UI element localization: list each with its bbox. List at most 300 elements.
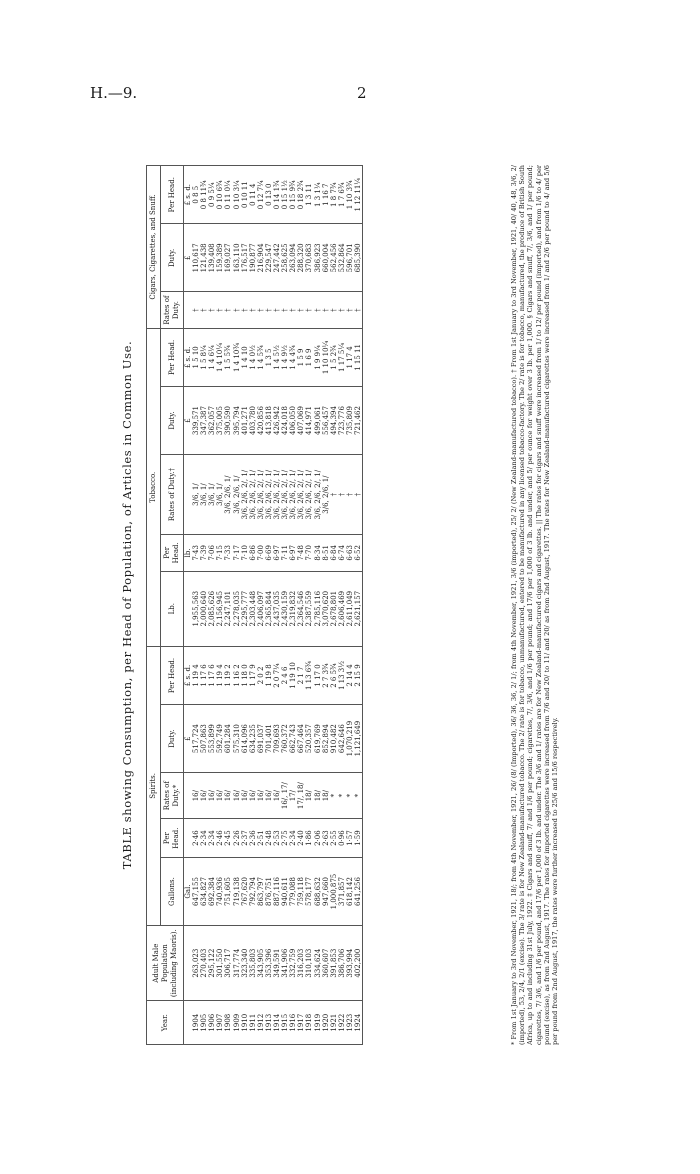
consumption-table [146,165,363,1045]
cell-sduty: 691,037 [257,705,265,773]
cell-gal: 641,256 [354,858,363,926]
table-row [224,166,232,1045]
cell-cph: 0 8 11¾ [200,166,208,224]
cell-trate: 3/6, 2/6, 2/, 1/ [257,455,265,535]
page-number: 2 [357,84,367,102]
cell-gal: 688,632 [314,858,322,926]
cell-sduty: 1,070,219 [346,705,354,773]
cell-trate: 3/6, 2/6, 2/, 1/ [265,455,273,535]
cell-year: 1916 [289,1001,297,1045]
cell-sduty: 634,235 [249,705,257,773]
cell-cph: 0 10 6¾ [216,166,224,224]
cell-tph: 1 10 10¼ [322,328,330,386]
cell-srate: 17/, 18/ [297,773,305,819]
cell-tph: 1 4 5½ [273,328,281,386]
table-row [233,166,241,1045]
cell-sph: 1 17 0 [314,646,322,704]
cell-pop: 310,103 [305,926,313,1001]
table-row [241,166,249,1045]
cell-pop: 360,607 [322,926,330,1001]
cell-tph: 1 4 10 [241,328,249,386]
cell-lbph: 6·97 [273,535,281,571]
col-tobacco-per-head: Per Head. [161,535,184,571]
cell-cduty: 258,625 [281,224,289,292]
cell-cph: 1 3 11 [305,166,313,224]
cell-sduty: 614,096 [241,705,249,773]
table-row [273,166,281,1045]
cell-year: 1917 [297,1001,305,1045]
cell-tph: 1 4 6¼ [208,328,216,386]
cell-pop: 386,706 [338,926,346,1001]
table-row [322,166,330,1045]
cell-trate: 3/6, 2/6, 1/ [322,455,330,535]
cell-sduty: 601,284 [224,705,232,773]
cell-gal: 759,118 [297,858,305,926]
cell-sduty: 1,121,649 [354,705,363,773]
cell-srate: 16/ [249,773,257,819]
cell-gal: 692,384 [208,858,216,926]
cell-gph: 2·46 [216,819,224,858]
cell-pop: 301,550 [216,926,224,1001]
cell-tduty: 390,590 [224,387,232,455]
col-tobacco-rates: Rates of Duty.† [161,455,184,535]
cell-crate: † [330,292,338,328]
col-tobacco-per-head-money: Per Head. [161,328,184,386]
col-tobacco-duty: Duty. [161,387,184,455]
cell-lb: 2,678,801 [330,571,338,646]
group-tobacco: Tobacco. [147,328,161,646]
cell-sph: 1 19 4 [192,646,200,704]
cell-trate: 3/6, 2/6, 2/, 1/ [241,455,249,535]
table-footnote: * From 1st January to 3rd November, 1921, 18/; from 4th November, 1921, 26/ (8/ (Imported), 36/ 36, 36, 2/ 1/; from 4th November, 1921, 3/6 (imported), 25/ 2/ (New Zealand-manufactured tobacco). † From 1st January to 3rd November, 1921, 40/ 40, 48, 3/6, 2/ (imported), 53, 2/4, 2/1 (excise). The 3/ rate is for New Zealand-manufactured tobacco. The 2/ rate is for tobacco, unmanufactured, entered to be manufactured in any licensed tobacco-factory. The 2/ rate is for tobacco, manufactured, the produce of British South Africa, up to and including 31st July, 1922. ‡ Cigars and snuff, 7/ and 1/6 per pound; cigarettes, 7/, 3/6, and 1/6 per pound; and 17/6 per 1,000 of 3 lb. and under, and 5/ per ounce for weight over 3 lb. per 1,000. § Cigars and snuff, 7/, 3/6, and 1/ per pound; cigarettes, 7/ 3/6, and 1/6 per pound, and 17/6 per 1,000 of 3 lb. and under. The 3/6 and 1/ rates are for New Zealand-manufactured cigars and cigarettes. || The rates for cigars and snuff were increased from 1/ to 12/ per pound (imported), and from 1/6 to 4/ per pound (excise), as from 2nd August, 1917. The rates for imported cigarettes were increased from 7/6 and 20/ to 11/ and 20/ as from 2nd August, 1917. The rates for New Zealand-manufactured cigarettes were increased from 1/ and 2/6 per pound to 4/ and 5/6 per pound from 2nd August, 1917, the rates were further increased to 25/6 and 15/6 respectively. [510,165,560,1045]
cell-cph: 0 10 11 [241,166,249,224]
cell-sph: 1 13 6¾ [305,646,313,704]
cell-lb: 2,247,101 [224,571,232,646]
cell-cduty: 562,456 [330,224,338,292]
cell-gal: 371,857 [338,858,346,926]
cell-srate: 18/ [322,773,330,819]
unit-gallons: Gal. [184,858,193,926]
cell-crate: † [314,292,322,328]
cell-gal: 767,620 [241,858,249,926]
cell-year: 1908 [224,1001,232,1045]
cell-sph: 2 0 7¼ [273,646,281,704]
cell-sph: 1 16 2 [233,646,241,704]
cell-cduty: 288,320 [297,224,305,292]
unit-cigars-lsd: £ s. d. [184,166,193,224]
cell-tduty: 403,780 [249,387,257,455]
cell-lbph: 7·15 [216,535,224,571]
cell-sph: 2 4 6 [281,646,289,704]
cell-tph: 1 4 10¼ [216,328,224,386]
table-row [314,166,322,1045]
cell-year: 1924 [354,1001,363,1045]
cell-tduty: 362,057 [208,387,216,455]
col-cigars-per-head: Per Head. [161,166,184,224]
cell-lbph: 6·84 [330,535,338,571]
cell-year: 1921 [330,1001,338,1045]
cell-year: 1915 [281,1001,289,1045]
cell-gph: 2·40 [297,819,305,858]
cell-crate: † [233,292,241,328]
cell-gph: 2·46 [192,819,200,858]
cell-year: 1923 [346,1001,354,1045]
cell-gal: 740,936 [216,858,224,926]
table-row [346,166,354,1045]
cell-cph: 0 10 3¼ [233,166,241,224]
cell-sph: 1 19 8 [265,646,273,704]
cell-tph: 1 4 0½ [249,328,257,386]
cell-year: 1907 [216,1001,224,1045]
cell-srate: 17/ [289,773,297,819]
cell-tduty: 413,818 [265,387,273,455]
cell-crate: † [354,292,363,328]
cell-cph: 0 11 0¼ [224,166,232,224]
cell-year: 1911 [249,1001,257,1045]
cell-cph: 0 13 0 [265,166,273,224]
cell-cph: 0 15 9¾ [289,166,297,224]
unit-tobacco-lb: lb. [184,535,193,571]
cell-crate: † [257,292,265,328]
cell-crate: † [297,292,305,328]
cell-trate: 3/6, 1/ [200,455,208,535]
cell-cph: 0 9 5¼ [208,166,216,224]
cell-lbph: 7·11 [281,535,289,571]
col-spirits-rates: Rates of Duty.* [161,773,184,819]
cell-lb: 2,387,559 [305,571,313,646]
cell-lbph: 6·86 [249,535,257,571]
cell-tph: 1 9 9¼ [314,328,322,386]
cell-pop: 323,340 [241,926,249,1001]
cell-cduty: 660,004 [322,224,330,292]
cell-tph: 1 5 8¼ [200,328,208,386]
cell-gph: 2·53 [273,819,281,858]
cell-gal: 940,611 [281,858,289,926]
cell-lb: 2,364,546 [297,571,305,646]
cell-pop: 334,624 [314,926,322,1001]
cell-tduty: 426,942 [273,387,281,455]
cell-gph: 2·51 [257,819,265,858]
cell-cph: 0 12 7¼ [257,166,265,224]
col-spirits-per-head: Per Head. [161,819,184,858]
cell-lb: 2,303,448 [249,571,257,646]
cell-lbph: 7·43 [192,535,200,571]
cell-crate: † [281,292,289,328]
cell-year: 1918 [305,1001,313,1045]
table-row [192,166,200,1045]
cell-tph: 1 17 5¼ [338,328,346,386]
cell-cduty: 176,517 [241,224,249,292]
cell-tduty: 406,050 [289,387,297,455]
cell-sduty: 667,464 [297,705,305,773]
cell-trate: 3/6, 1/ [216,455,224,535]
document-code: H.—9. [90,84,138,102]
group-cigars: Cigars, Cigarettes, and Snuff. [147,166,161,329]
cell-srate: * [338,773,346,819]
cell-gph: 2·45 [224,819,232,858]
cell-cph: 1 8 7¾ [330,166,338,224]
cell-pop: 343,905 [257,926,265,1001]
cell-srate: * [354,773,363,819]
cell-pop: 341,906 [281,926,289,1001]
unit-tobacco-duty: £ [184,387,193,455]
cell-crate: † [305,292,313,328]
cell-sduty: 517,724 [192,705,200,773]
cell-tduty: 420,856 [257,387,265,455]
cell-pop: 295,122 [208,926,216,1001]
table-body [184,166,363,1045]
cell-gal: 876,751 [265,858,273,926]
cell-cduty: 190,877 [249,224,257,292]
cell-crate: † [216,292,224,328]
cell-sph: 1 17 6 [200,646,208,704]
table-row [330,166,338,1045]
cell-lb: 2,000,640 [200,571,208,646]
cell-cph: 1 7 6¾ [338,166,346,224]
cell-sph: 2 7 3¾ [322,646,330,704]
cell-pop: 263,023 [192,926,200,1001]
cell-gph: 2·55 [330,819,338,858]
cell-trate: † [346,455,354,535]
cell-pop: 335,803 [249,926,257,1001]
cell-tduty: 407,069 [297,387,305,455]
cell-cduty: 370,683 [305,224,313,292]
cell-gal: 887,116 [273,858,281,926]
cell-gph: 2·63 [322,819,330,858]
col-cigars-rates: Rates of Duty. [161,292,184,328]
table-row [265,166,273,1045]
unit-row [184,166,193,1045]
cell-lb: 2,430,159 [281,571,289,646]
cell-lbph: 7·10 [241,535,249,571]
cell-sduty: 507,863 [200,705,208,773]
cell-gal: 863,797 [257,858,265,926]
cell-lb: 2,156,945 [216,571,224,646]
cell-crate: † [200,292,208,328]
cell-cduty: 216,904 [257,224,265,292]
cell-trate: 3/6, 1/ [208,455,216,535]
cell-lb: 2,085,626 [208,571,216,646]
cell-gal: 1,000,875 [330,858,338,926]
col-population: Adult Male Population (including Maoris). [147,926,184,1001]
cell-lbph: 7·33 [224,535,232,571]
cell-trate: 3/6, 2/6, 2/, 1/ [297,455,305,535]
cell-crate: † [249,292,257,328]
cell-year: 1920 [322,1001,330,1045]
cell-crate: † [338,292,346,328]
cell-gph: 2·75 [281,819,289,858]
cell-crate: † [346,292,354,328]
cell-cduty: 685,390 [354,224,363,292]
cell-cduty: 247,442 [273,224,281,292]
cell-year: 1912 [257,1001,265,1045]
cell-crate: † [322,292,330,328]
cell-lbph: 6·97 [289,535,297,571]
col-spirits-duty: Duty. [161,705,184,773]
cell-trate: 3/6, 2/6, 1/ [233,455,241,535]
table-row [200,166,208,1045]
cell-gal: 578,177 [305,858,313,926]
cell-cph: 1 10 3¾ [346,166,354,224]
cell-tph: 1 4 10¾ [233,328,241,386]
cell-trate: 3/6, 2/6, 2/, 1/ [249,455,257,535]
cell-crate: † [289,292,297,328]
cell-sduty: 575,310 [233,705,241,773]
cell-crate: † [241,292,249,328]
cell-gal: 647,155 [192,858,200,926]
cell-gal: 779,088 [289,858,297,926]
cell-pop: 349,591 [273,926,281,1001]
cell-cduty: 159,389 [216,224,224,292]
cell-crate: † [208,292,216,328]
cell-tduty: 494,394 [330,387,338,455]
cell-cduty: 121,438 [200,224,208,292]
cell-gph: 2·06 [314,819,322,858]
table-row [289,166,297,1045]
table-row [216,166,224,1045]
col-spirits-per-head-money: Per Head. [161,646,184,704]
cell-tph: 1 3 5 [265,328,273,386]
unit-spirits-lsd: £ s. d. [184,646,193,704]
table-row [281,166,289,1045]
cell-year: 1905 [200,1001,208,1045]
cell-lbph: 7·48 [297,535,305,571]
cell-year: 1909 [233,1001,241,1045]
cell-sduty: 662,743 [289,705,297,773]
cell-lbph: 6·74 [338,535,346,571]
cell-srate: 16/ [200,773,208,819]
cell-sph: 2 14 4 [346,646,354,704]
cell-cduty: 386,923 [314,224,322,292]
cell-tduty: 556,457 [322,387,330,455]
cell-cduty: 263,094 [289,224,297,292]
cell-cduty: 163,110 [233,224,241,292]
cell-tph: 1 4 5¾ [257,328,265,386]
cell-cph: 1 12 11¼ [354,166,363,224]
cell-cph: 1 3 1¼ [314,166,322,224]
cell-tph: 1 5 2¾ [330,328,338,386]
table-row [297,166,305,1045]
cell-crate: † [192,292,200,328]
cell-trate: 3/6, 2/6, 2/, 1/ [273,455,281,535]
unit-spirits-duty: £ [184,705,193,773]
cell-srate: 16/ [208,773,216,819]
cell-trate: 3/6, 2/6, 2/, 1/ [281,455,289,535]
cell-trate: † [354,455,363,535]
cell-gal: 751,605 [224,858,232,926]
cell-pop: 317,774 [233,926,241,1001]
cell-sduty: 619,769 [314,705,322,773]
cell-srate: * [346,773,354,819]
cell-sduty: 760,372 [281,705,289,773]
cell-trate: 3/6, 2/6, 2/, 1/ [289,455,297,535]
cell-sph: 2 6 5¾ [330,646,338,704]
cell-cduty: 139,408 [208,224,216,292]
cell-cph: 1 16 7 [322,166,330,224]
cell-lb: 2,606,469 [338,571,346,646]
cell-tduty: 723,776 [338,387,346,455]
cell-lbph: 7·70 [305,535,313,571]
cell-pop: 391,853 [330,926,338,1001]
cell-lb: 2,406,097 [257,571,265,646]
cell-sduty: 709,693 [273,705,281,773]
col-year: Year. [147,1001,184,1045]
cell-srate: 16/ [273,773,281,819]
page-header [0,84,700,104]
cell-tduty: 395,794 [233,387,241,455]
cell-year: 1904 [192,1001,200,1045]
cell-lb: 2,611,049 [346,571,354,646]
cell-sph: 2 15 9 [354,646,363,704]
cell-trate: † [330,455,338,535]
cell-lb: 2,278,035 [233,571,241,646]
cell-year: 1914 [273,1001,281,1045]
cell-tduty: 424,018 [281,387,289,455]
cell-crate: † [224,292,232,328]
group-spirits: Spirits. [147,646,161,925]
cell-cduty: 110,617 [192,224,200,292]
cell-gph: 1·57 [346,819,354,858]
cell-cduty: 532,864 [338,224,346,292]
col-gallons: Gallons. [161,858,184,926]
cell-cph: 0 14 1¾ [273,166,281,224]
cell-gph: 2·37 [241,819,249,858]
cell-crate: † [265,292,273,328]
cell-lbph: 6·52 [354,535,363,571]
cell-tph: 1 5 5¾ [224,328,232,386]
cell-lbph: 6·63 [346,535,354,571]
cell-gal: 947,660 [322,858,330,926]
cell-pop: 306,717 [224,926,232,1001]
cell-cph: 0 11 4 [249,166,257,224]
cell-tph: 1 4 9½ [281,328,289,386]
rotated-table-region [120,165,590,1045]
table-row [257,166,265,1045]
table-row [249,166,257,1045]
cell-tduty: 375,005 [216,387,224,455]
cell-gph: 2·48 [265,819,273,858]
cell-sduty: 592,749 [216,705,224,773]
cell-sduty: 642,646 [338,705,346,773]
unit-tobacco-lsd: £ s. d. [184,328,193,386]
cell-srate: * [330,773,338,819]
cell-trate: 3/6, 2/6, 2/, 1/ [314,455,322,535]
cell-tph: 1 17 4 [346,328,354,386]
cell-trate: 3/6, 2/6, 1/ [224,455,232,535]
cell-srate: 16/ [265,773,273,819]
cell-sph: 2 0 2 [257,646,265,704]
col-cigars-duty: Duty. [161,224,184,292]
cell-cduty: 169,027 [224,224,232,292]
cell-gph: 2·26 [233,819,241,858]
cell-tduty: 401,271 [241,387,249,455]
cell-tph: 1 5 10 [192,328,200,386]
cell-lb: 2,437,035 [273,571,281,646]
cell-pop: 353,396 [265,926,273,1001]
cell-trate: † [338,455,346,535]
cell-gph: 2·34 [208,819,216,858]
cell-srate: 16/ [241,773,249,819]
cell-gph: 2·34 [200,819,208,858]
table-row [354,166,363,1045]
cell-crate: † [273,292,281,328]
cell-tph: 1 5 9 [297,328,305,386]
cell-lb: 1,955,563 [192,571,200,646]
table-row [338,166,346,1045]
cell-year: 1906 [208,1001,216,1045]
cell-cduty: 229,547 [265,224,273,292]
cell-srate: 18/ [314,773,322,819]
